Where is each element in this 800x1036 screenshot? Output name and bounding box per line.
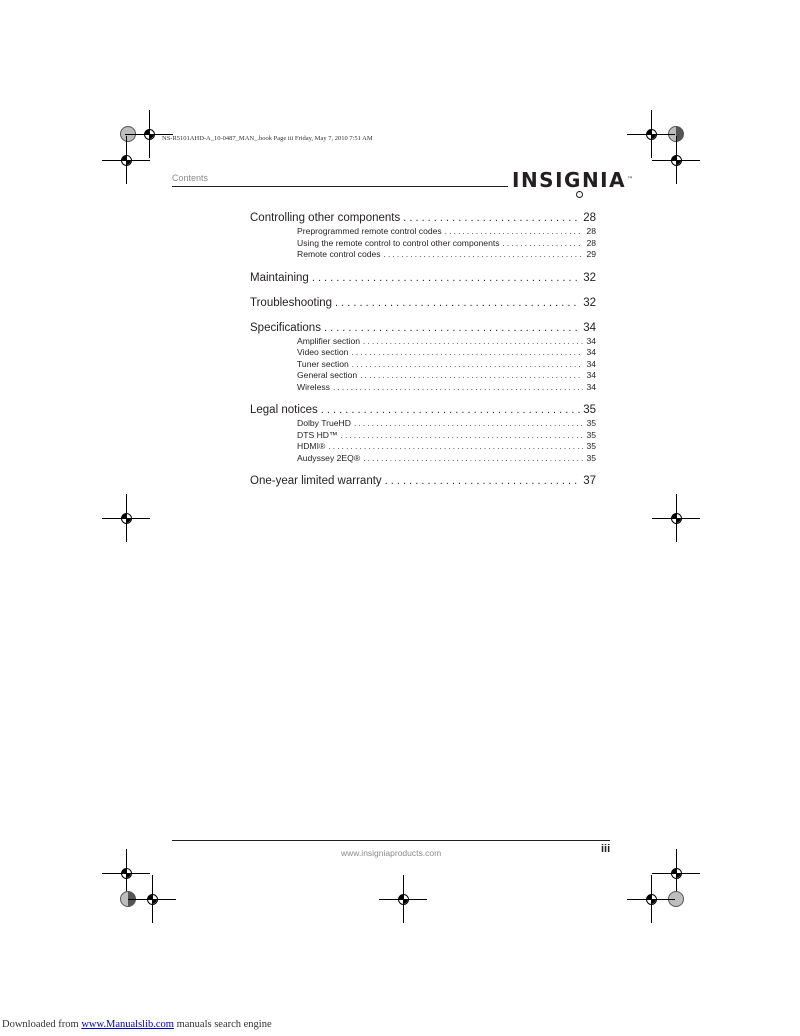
dot-leader <box>312 270 580 286</box>
toc-page-number: 35 <box>586 429 596 440</box>
toc-page-number: 28 <box>586 237 596 248</box>
logo-ring-icon <box>576 191 583 198</box>
toc-subentry[interactable] <box>250 370 596 382</box>
toc-entry-title: Specifications <box>250 321 321 334</box>
toc-subentry[interactable] <box>250 359 596 371</box>
manualslib-link[interactable]: www.Manualslib.com <box>81 1019 174 1030</box>
toc-entry-title: HDMI® <box>297 441 326 451</box>
footer-url: www.insigniaproducts.com <box>341 848 442 858</box>
toc-subentry[interactable] <box>250 418 596 430</box>
toc-page-number: 34 <box>586 370 596 380</box>
toc-entry-title: Troubleshooting <box>250 296 333 309</box>
print-slug: NS-R5101AHD-A_10-0487_MAN_.book Page iii Friday, May 7, 2010 7:51 AM <box>162 135 373 142</box>
toc-entry[interactable] <box>250 295 596 311</box>
header-rule <box>172 186 508 187</box>
toc-subentry[interactable] <box>250 382 596 394</box>
toc-page-number: 28 <box>586 226 596 236</box>
toc-subentry[interactable] <box>250 238 596 250</box>
toc-entry-title: Wireless <box>297 381 330 392</box>
toc-page-number: 35 <box>586 452 596 463</box>
toc-entry-title: Video section <box>297 347 349 357</box>
trademark-mark: ™ <box>627 176 634 183</box>
dot-leader <box>363 453 583 465</box>
toc-subentry[interactable] <box>250 226 596 238</box>
toc-entry[interactable] <box>250 270 596 286</box>
toc-entry-title: Amplifier section <box>297 335 361 346</box>
toc-entry-title: Tuner section <box>297 358 349 369</box>
toc-subentry[interactable] <box>250 453 596 465</box>
brand-name: INSIGNIA <box>512 168 627 192</box>
dot-leader <box>352 359 584 371</box>
toc-section <box>250 402 596 464</box>
toc-entry-title: Remote control codes <box>297 249 381 259</box>
toc-section <box>250 210 596 261</box>
download-prefix: Downloaded from <box>2 1019 82 1030</box>
toc-page-number: 35 <box>586 441 596 451</box>
toc-entry-title: Audyssey 2EQ® <box>297 452 361 463</box>
toc-entry-title: One-year limited warranty <box>250 475 382 487</box>
toc-page-number: 28 <box>583 212 596 224</box>
table-of-contents <box>250 210 596 498</box>
toc-section <box>250 295 596 311</box>
dot-leader <box>403 210 580 226</box>
toc-page-number: 34 <box>586 335 596 346</box>
download-notice <box>2 1019 272 1030</box>
toc-entry-title: Using the remote control to control other components <box>297 237 500 248</box>
dot-leader <box>351 347 583 359</box>
toc-page-number: 34 <box>586 358 596 369</box>
toc-subentry[interactable] <box>250 249 596 261</box>
toc-subentry[interactable] <box>250 347 596 359</box>
dot-leader <box>363 336 583 348</box>
toc-page-number: 35 <box>583 404 596 416</box>
dot-leader <box>324 320 580 336</box>
toc-subentry[interactable] <box>250 441 596 453</box>
toc-entry[interactable] <box>250 402 596 418</box>
dot-leader <box>328 441 583 453</box>
toc-section <box>250 270 596 286</box>
toc-entry-title: Controlling other components <box>250 212 401 224</box>
page-number: iii <box>601 843 611 855</box>
toc-page-number: 34 <box>583 321 596 334</box>
toc-entry-title: Maintaining <box>250 271 309 284</box>
dot-leader <box>445 226 584 238</box>
dot-leader <box>321 402 580 418</box>
toc-entry[interactable] <box>250 473 596 489</box>
toc-page-number: 29 <box>586 249 596 259</box>
brand-logo <box>512 169 633 191</box>
dot-leader <box>354 418 583 430</box>
toc-section <box>250 320 596 394</box>
footer-rule <box>172 840 610 841</box>
dot-leader <box>341 430 584 442</box>
toc-entry-title: Dolby TrueHD <box>297 418 351 428</box>
toc-entry-title: DTS HD™ <box>297 429 338 440</box>
toc-entry-title: Legal notices <box>250 404 318 416</box>
toc-page-number: 34 <box>586 347 596 357</box>
dot-leader <box>335 295 580 311</box>
toc-entry-title: General section <box>297 370 358 380</box>
toc-page-number: 32 <box>583 296 596 309</box>
toc-entry[interactable] <box>250 210 596 226</box>
toc-subentry[interactable] <box>250 430 596 442</box>
toc-entry-title: Preprogrammed remote control codes <box>297 226 442 236</box>
dot-leader <box>385 473 581 489</box>
toc-entry[interactable] <box>250 320 596 336</box>
download-suffix: manuals search engine <box>173 1019 272 1030</box>
toc-page-number: 34 <box>586 381 596 392</box>
toc-subentry[interactable] <box>250 336 596 348</box>
toc-page-number: 37 <box>583 475 596 487</box>
dot-leader <box>360 370 583 382</box>
toc-section <box>250 473 596 489</box>
toc-page-number: 32 <box>583 271 596 284</box>
toc-page-number: 35 <box>586 418 596 428</box>
dot-leader <box>503 238 584 250</box>
running-header-label: Contents <box>172 173 209 183</box>
dot-leader <box>384 249 584 261</box>
dot-leader <box>333 382 583 394</box>
